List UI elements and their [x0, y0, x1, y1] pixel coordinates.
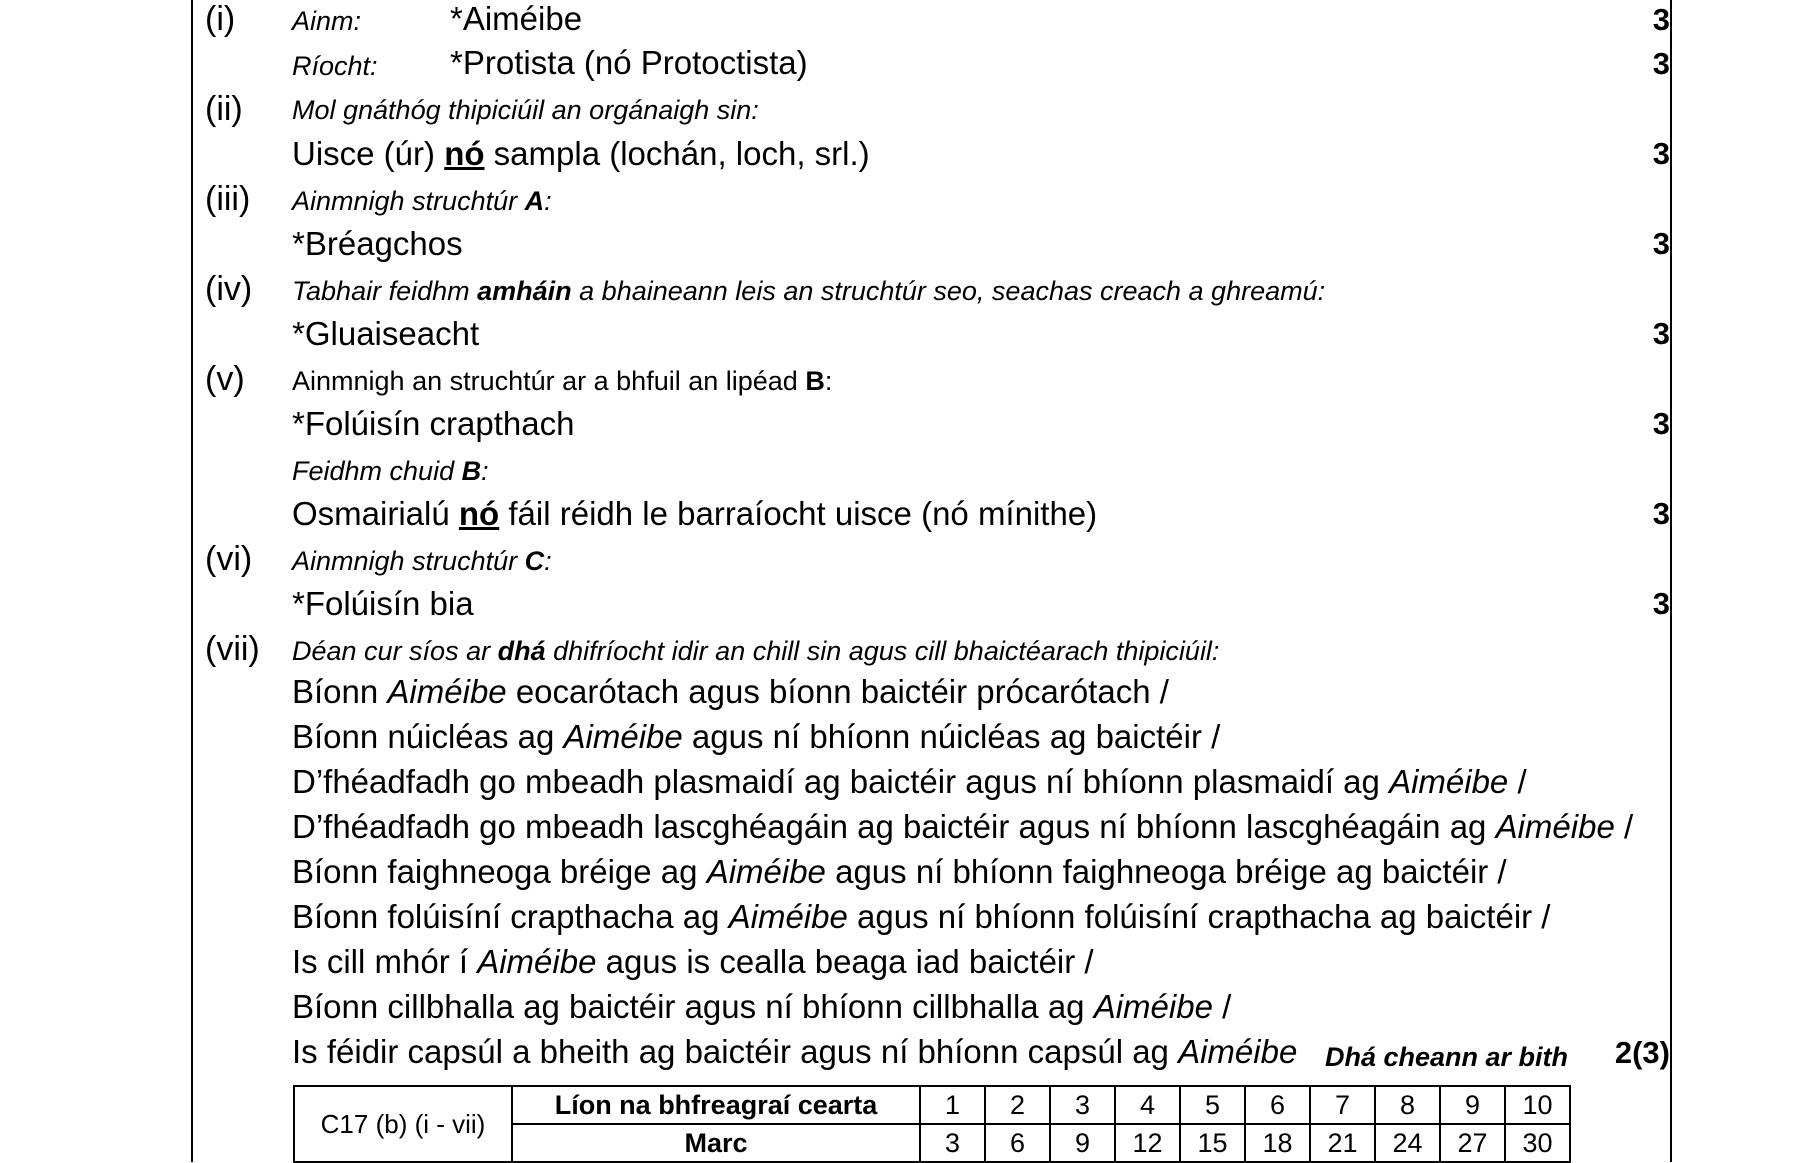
- kingdom-value: *Protista (nó Protoctista): [450, 44, 808, 81]
- question-text: Tabhair feidhm amháin a bhaineann leis an struchtúr seo, seachas creach a ghreamú:: [292, 276, 1326, 306]
- difference-line: Is féidir capsúl a bheith ag baictéir agus ní bhíonn capsúl ag Aiméibe: [292, 1033, 1298, 1070]
- name-label: Ainm:: [292, 6, 362, 36]
- name-value: *Aiméibe: [450, 0, 583, 37]
- mark: 3: [1652, 316, 1670, 351]
- item-number: (vi): [205, 540, 253, 578]
- frame-right-border: [1670, 0, 1672, 1162]
- correct-count: 4: [1115, 1086, 1180, 1124]
- difference-line: D’fhéadfadh go mbeadh lascghéagáin ag baictéir agus ní bhíonn lascghéagáin ag Aiméibe /: [292, 808, 1634, 845]
- difference-line: Bíonn Aiméibe eocarótach agus bíonn baictéir prócarótach /: [292, 673, 1169, 710]
- question-text: Ainmnigh struchtúr C:: [292, 546, 552, 576]
- any-two-note: Dhá cheann ar bith: [1325, 1042, 1569, 1072]
- mark: 3: [1652, 136, 1670, 171]
- correct-count: 1: [920, 1086, 985, 1124]
- answer-text: Uisce (úr) nó sampla (lochán, loch, srl.): [292, 135, 870, 172]
- mark: 3: [1652, 226, 1670, 261]
- mark-value: 27: [1440, 1124, 1505, 1162]
- mark-value: 12: [1115, 1124, 1180, 1162]
- mark: 3: [1652, 406, 1670, 441]
- difference-line: Bíonn faighneoga bréige ag Aiméibe agus ní bhíonn faighneoga bréige ag baictéir /: [292, 853, 1507, 890]
- sub-answer-text: Osmairialú nó fáil réidh le barraíocht uisce (nó mínithe): [292, 495, 1098, 532]
- answer-text: *Folúisín crapthach: [292, 405, 575, 442]
- mark-value: 3: [920, 1124, 985, 1162]
- difference-line: D’fhéadfadh go mbeadh plasmaidí ag baictéir agus ní bhíonn plasmaidí ag Aiméibe /: [292, 763, 1527, 800]
- marking-table: [293, 1085, 1571, 1163]
- item-number: (i): [205, 0, 236, 38]
- correct-count: 8: [1375, 1086, 1440, 1124]
- answer-text: *Bréagchos: [292, 225, 463, 262]
- mark-value: 18: [1245, 1124, 1310, 1162]
- kingdom-label: Ríocht:: [292, 51, 378, 81]
- mark: 3: [1652, 496, 1670, 531]
- correct-count: 2: [985, 1086, 1050, 1124]
- correct-count: 3: [1050, 1086, 1115, 1124]
- item-number: (iv): [205, 270, 253, 308]
- correct-count: 9: [1440, 1086, 1505, 1124]
- frame-left-border: [191, 0, 193, 1162]
- table-row: [294, 1086, 1570, 1124]
- mark-value: 24: [1375, 1124, 1440, 1162]
- mark: 2(3): [1614, 1035, 1670, 1070]
- mark-value: 30: [1505, 1124, 1570, 1162]
- marks-label: Marc: [512, 1124, 920, 1162]
- correct-count: 6: [1245, 1086, 1310, 1124]
- question-text: Déan cur síos ar dhá dhifríocht idir an chill sin agus cill bhaictéarach thipiciúil:: [292, 636, 1220, 666]
- item-number: (v): [205, 360, 245, 398]
- difference-line: Bíonn cillbhalla ag baictéir agus ní bhíonn cillbhalla ag Aiméibe /: [292, 988, 1232, 1025]
- correct-answers-label: Líon na bhfreagraí cearta: [512, 1086, 920, 1124]
- mark-value: 21: [1310, 1124, 1375, 1162]
- item-number: (iii): [205, 180, 251, 218]
- mark-value: 9: [1050, 1124, 1115, 1162]
- correct-count: 7: [1310, 1086, 1375, 1124]
- difference-line: Bíonn núicléas ag Aiméibe agus ní bhíonn núicléas ag baictéir /: [292, 718, 1221, 755]
- answer-text: *Folúisín bia: [292, 585, 474, 622]
- correct-count: 10: [1505, 1086, 1570, 1124]
- answer-text: *Gluaiseacht: [292, 315, 480, 352]
- table-code: C17 (b) (i - vii): [294, 1086, 512, 1162]
- mark: 3: [1652, 586, 1670, 621]
- correct-count: 5: [1180, 1086, 1245, 1124]
- mark: 3: [1652, 2, 1670, 37]
- sub-question-text: Feidhm chuid B:: [292, 456, 489, 486]
- question-text: Ainmnigh struchtúr A:: [292, 186, 552, 216]
- mark-value: 6: [985, 1124, 1050, 1162]
- mark-value: 15: [1180, 1124, 1245, 1162]
- item-number: (ii): [205, 90, 243, 128]
- difference-line: Bíonn folúisíní crapthacha ag Aiméibe agus ní bhíonn folúisíní crapthacha ag baictéir /: [292, 898, 1551, 935]
- question-text: Mol gnáthóg thipiciúil an orgánaigh sin:: [292, 95, 759, 125]
- question-text: Ainmnigh an struchtúr ar a bhfuil an lipéad B:: [292, 366, 833, 396]
- mark: 3: [1652, 46, 1670, 81]
- difference-line: Is cill mhór í Aiméibe agus is cealla beaga iad baictéir /: [292, 943, 1094, 980]
- item-number: (vii): [205, 630, 260, 668]
